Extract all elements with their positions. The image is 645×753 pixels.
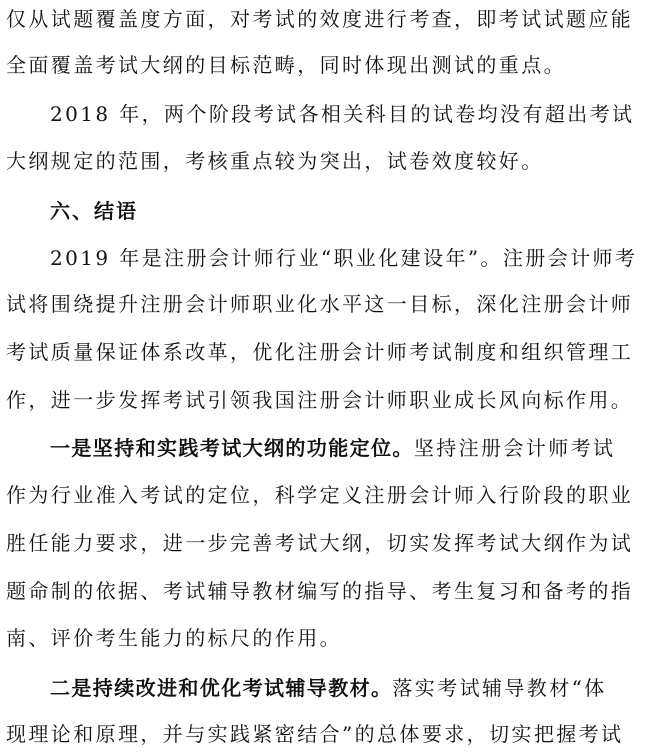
paragraph-5-line-2: 现理论和原理，并与实践紧密结合”的总体要求，切实把握考试 [6, 722, 624, 746]
paragraph-3-line-4: 作，进一步发挥考试引领我国注册会计师职业成长风向标作用。 [6, 388, 634, 412]
paragraph-3-line-1: 2019 年是注册会计师行业“职业化建设年”。注册会计师考 [50, 246, 638, 270]
paragraph-2-line-2: 大纲规定的范围，考核重点较为突出，试卷效度较好。 [6, 149, 544, 173]
paragraph-4-line-2: 作为行业准入考试的定位，科学定义注册会计师入行阶段的职业 [6, 483, 634, 507]
paragraph-4-line-3: 胜任能力要求，进一步完善考试大纲，切实发挥考试大纲作为试 [6, 531, 634, 555]
paragraph-4-line-1-rest: 坚持注册会计师考试 [413, 436, 616, 460]
paragraph-1-line-2: 全面覆盖考试大纲的目标范畴，同时体现出测试的重点。 [6, 53, 566, 77]
paragraph-4-line-4: 题命制的依据、考试辅导教材编写的指导、考生复习和备考的指 [6, 579, 634, 603]
paragraph-4-line-1 [50, 433, 615, 463]
paragraph-5-line-1 [50, 673, 607, 703]
paragraph-5-line-1-rest: 落实考试辅导教材“体 [392, 676, 607, 700]
paragraph-3-line-2: 试将围绕提升注册会计师职业化水平这一目标，深化注册会计师 [6, 292, 634, 316]
paragraph-5-lead: 二是持续改进和优化考试辅导教材。 [50, 676, 393, 700]
section-heading: 六、结语 [50, 199, 138, 223]
paragraph-4-line-5: 南、评价考生能力的标尺的作用。 [6, 626, 342, 650]
paragraph-4-lead: 一是坚持和实践考试大纲的功能定位。 [50, 436, 414, 460]
paragraph-2-line-1: 2018 年，两个阶段考试各相关科目的试卷均没有超出考试 [50, 102, 635, 126]
paragraph-1-line-1: 仅从试题覆盖度方面，对考试的效度进行考查，即考试试题应能 [6, 7, 634, 31]
paragraph-3-line-3: 考试质量保证体系改革，优化注册会计师考试制度和组织管理工 [6, 340, 634, 364]
